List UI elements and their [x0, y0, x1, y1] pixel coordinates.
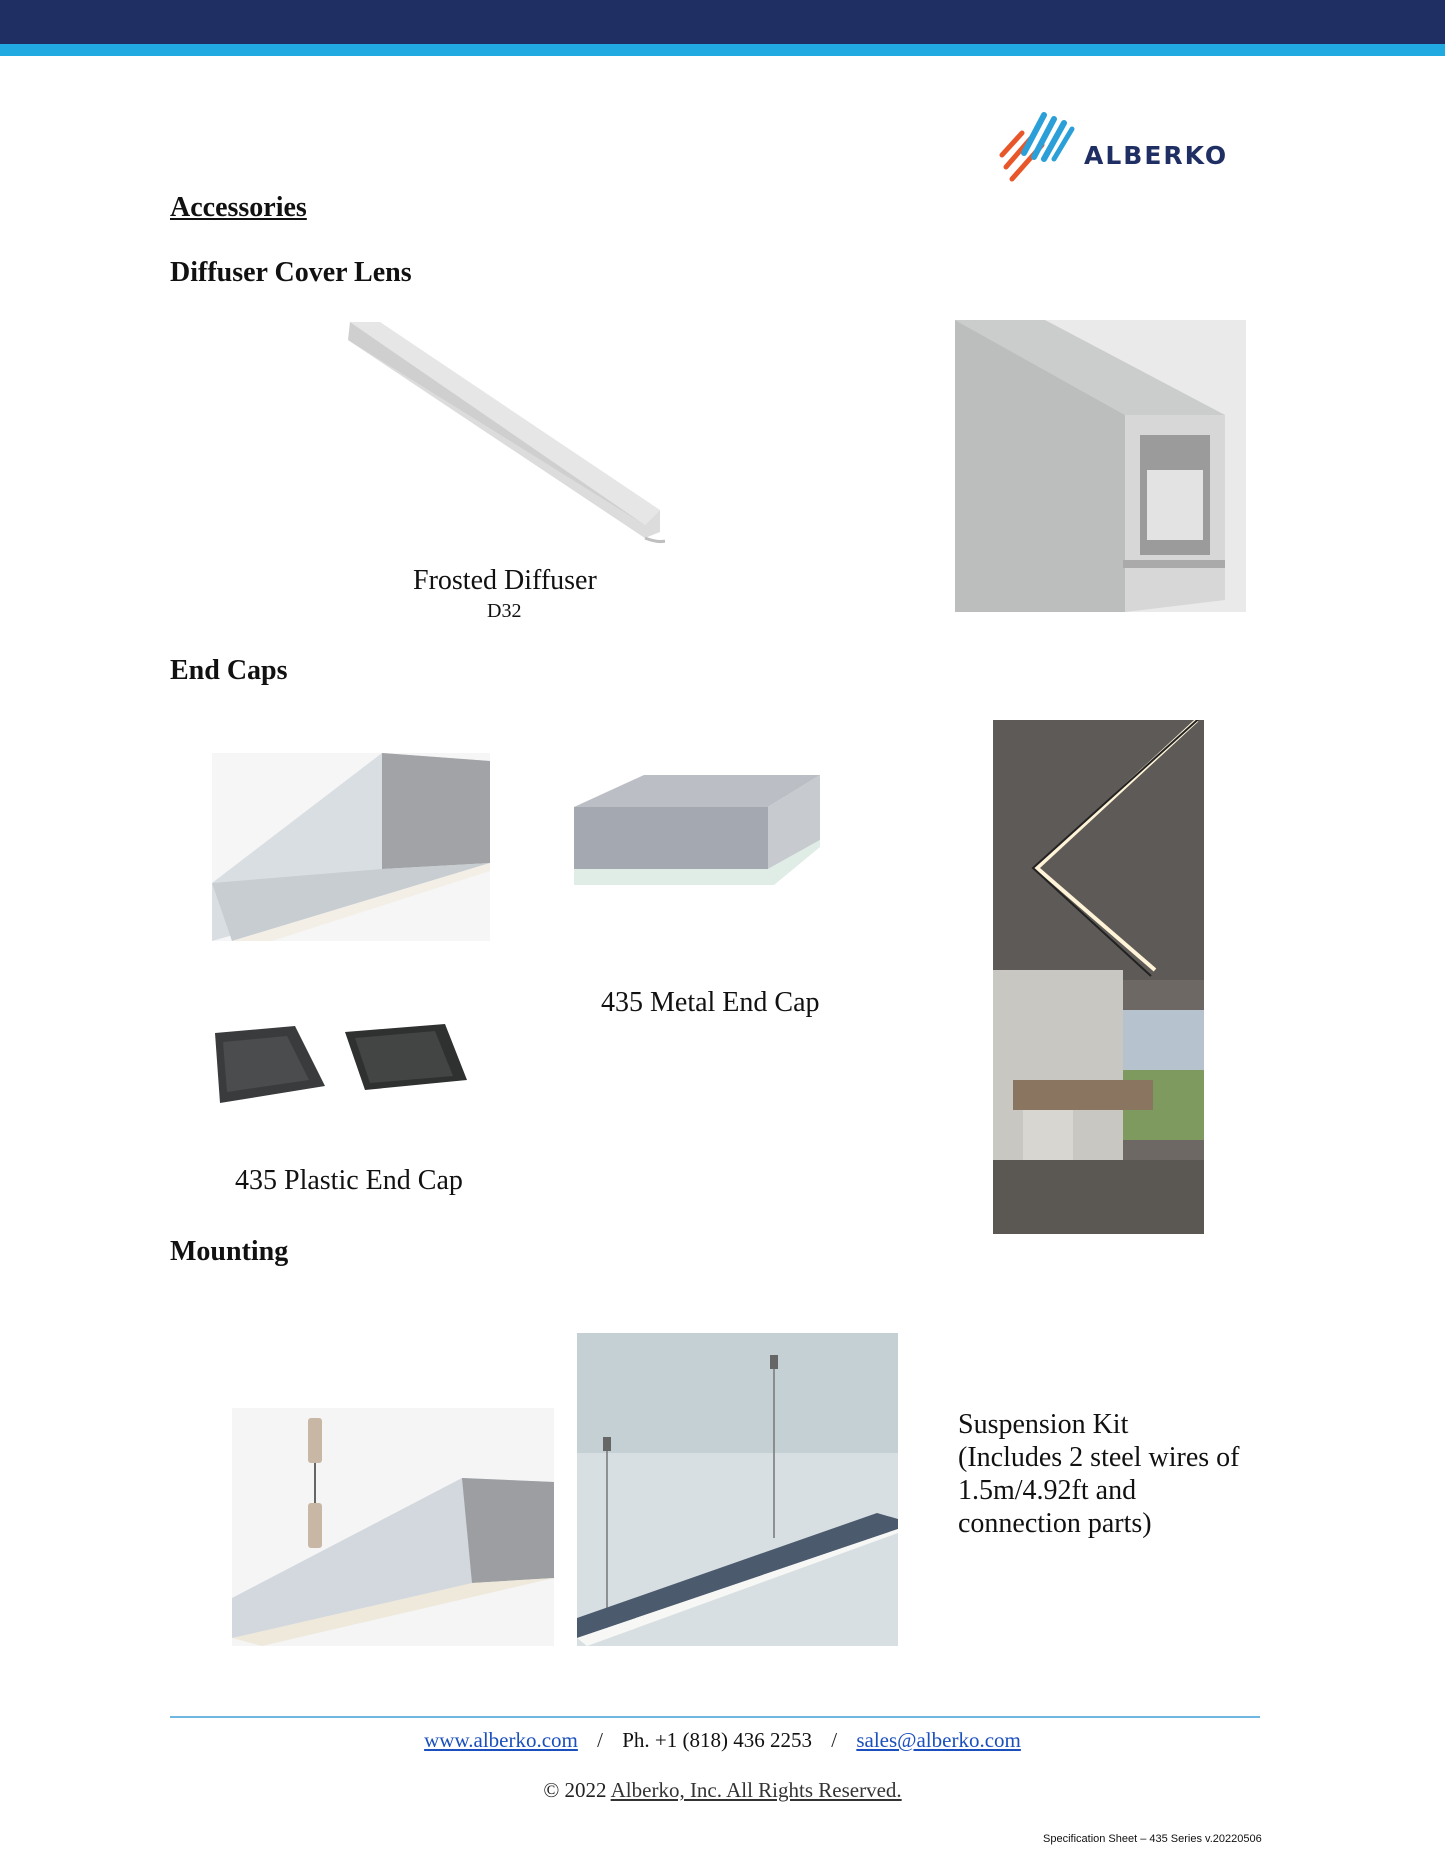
- profile-render-image: [955, 320, 1246, 612]
- suspension-line: (Includes 2 steel wires of: [958, 1442, 1240, 1473]
- footer-copyright: [0, 1778, 1445, 1803]
- heading-end-caps: End Caps: [170, 655, 288, 686]
- diffuser-code: D32: [487, 600, 522, 622]
- footer-divider: [170, 1716, 1260, 1718]
- heading-accessories: Accessories: [170, 192, 307, 223]
- header-band-light: [0, 44, 1445, 56]
- footer-separator: /: [831, 1728, 838, 1752]
- suspension-line: Suspension Kit: [958, 1409, 1129, 1440]
- website-link[interactable]: www.alberko.com: [424, 1728, 578, 1752]
- suspension-line: connection parts): [958, 1508, 1152, 1539]
- heading-mounting: Mounting: [170, 1236, 289, 1267]
- metal-end-cap-image: [574, 765, 820, 890]
- plastic-end-cap-caption: 435 Plastic End Cap: [235, 1165, 463, 1196]
- metal-end-cap-caption: 435 Metal End Cap: [601, 987, 820, 1018]
- frosted-diffuser-caption: Frosted Diffuser: [413, 565, 597, 596]
- email-link[interactable]: sales@alberko.com: [856, 1728, 1021, 1752]
- suspension-line: 1.5m/4.92ft and: [958, 1475, 1137, 1506]
- suspension-kit-caption: [958, 1408, 1288, 1540]
- alberko-logo-mark-icon: [992, 105, 1082, 195]
- alberko-wordmark: ALBERKO: [1084, 141, 1229, 170]
- plastic-end-cap-image: [205, 1018, 470, 1108]
- end-cap-profile-image: [212, 753, 490, 941]
- header-band-dark: [0, 0, 1445, 44]
- heading-diffuser-cover-lens: Diffuser Cover Lens: [170, 257, 412, 288]
- frosted-diffuser-image: [345, 320, 665, 550]
- copyright-year: © 2022: [543, 1778, 607, 1802]
- suspended-fixture-image: [577, 1333, 898, 1646]
- footer-separator: /: [597, 1728, 603, 1752]
- copyright-text: Alberko, Inc. All Rights Reserved.: [610, 1778, 902, 1802]
- alberko-logo: [992, 105, 1272, 195]
- spec-sheet-version: Specification Sheet – 435 Series v.20220506: [1043, 1833, 1262, 1845]
- interior-installation-photo: [993, 720, 1204, 1234]
- suspension-detail-image: [232, 1408, 554, 1646]
- footer-contact: [0, 1728, 1445, 1753]
- phone-number: Ph. +1 (818) 436 2253: [622, 1728, 812, 1752]
